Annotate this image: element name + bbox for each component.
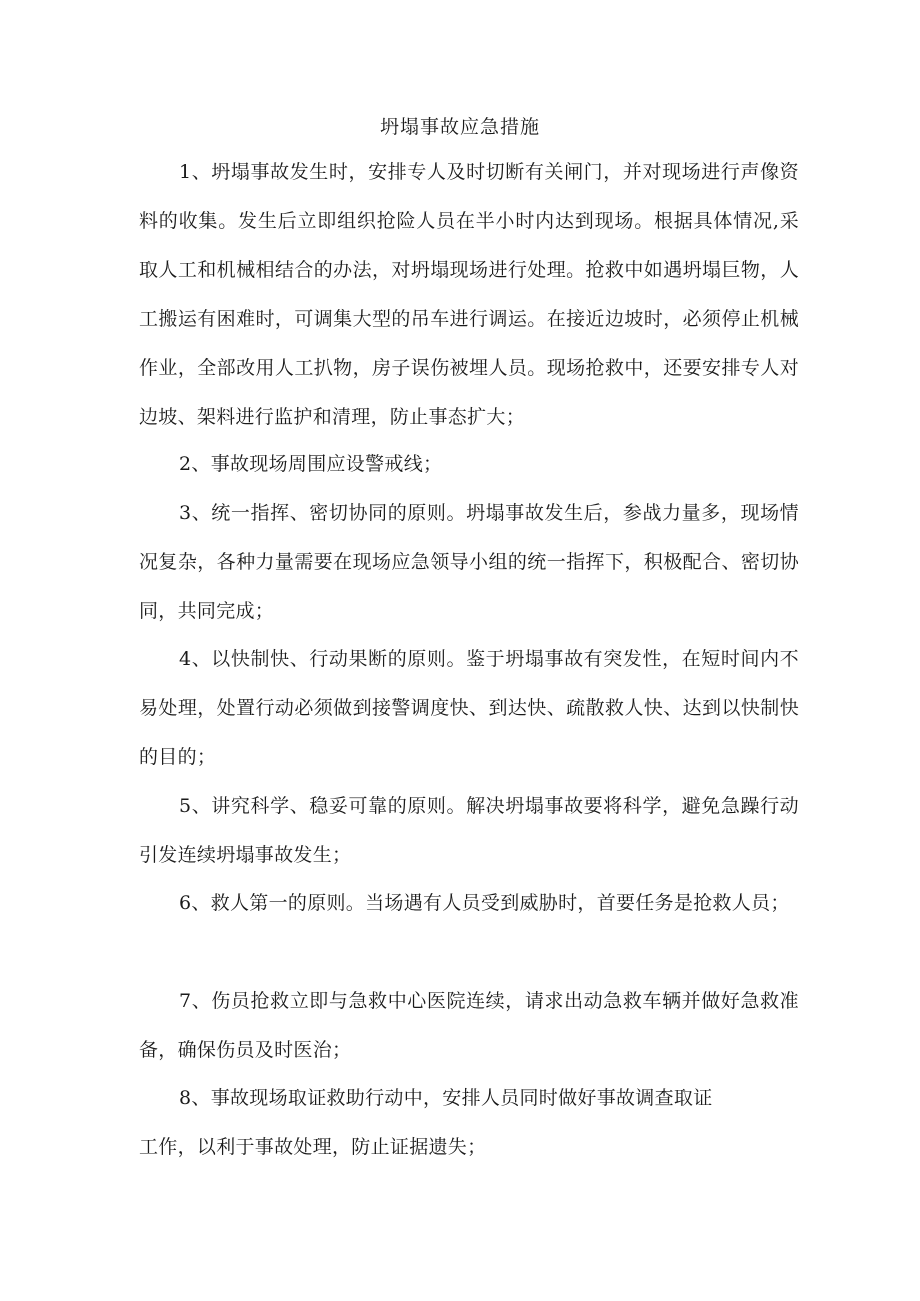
- paragraph-2: 2、事故现场周围应设警戒线；: [179, 453, 443, 475]
- paragraph-5: 5、讲究科学、稳妥可靠的原则。解决坍塌事故要将科学，避免急躁行动引发连续坍塌事故发生；: [139, 795, 799, 866]
- paragraph-8-line-2: 工作，以利于事故处理，防止证据遗失；: [139, 1136, 487, 1158]
- paragraph-7: 7、伤员抢救立即与急救中心医院连续，请求出动急救车辆并做好急救准备，确保伤员及时医治；: [139, 990, 799, 1061]
- document-title: 坍塌事故应急措施: [379, 116, 540, 138]
- paragraph-4: 4、以快制快、行动果断的原则。鉴于坍塌事故有突发性，在短时间内不易处理，处置行动必须做到接警调度快、到达快、疏散救人快、达到以快制快的目的；: [139, 648, 799, 768]
- paragraph-3: 3、统一指挥、密切协同的原则。坍塌事故发生后，参战力量多，现场情况复杂，各种力量需要在现场应急领导小组的统一指挥下，积极配合、密切协同，共同完成；: [139, 502, 799, 622]
- paragraph-1: 1、坍塌事故发生时，安排专人及时切断有关闸门，并对现场进行声像资料的收集。发生后立即组织抢险人员在半小时内达到现场。根据具体情况,采取人工和机械相结合的办法，对坍塌现场进行处理。抢救中如遇坍塌巨物，人工搬运有困难时，可调集大型的吊车进行调运。在接近边坡时，必须停止机械作业，全部改用人工扒物，房子误伤被埋人员。现场抢救中，还要安排专人对边坡、架料进行监护和清理，防止事态扩大；: [139, 161, 799, 428]
- paragraph-8-line-1: 8、事故现场取证救助行动中，安排人员同时做好事故调查取证: [179, 1087, 713, 1109]
- paragraph-6: 6、救人第一的原则。当场遇有人员受到威胁时，首要任务是抢救人员；: [179, 892, 790, 914]
